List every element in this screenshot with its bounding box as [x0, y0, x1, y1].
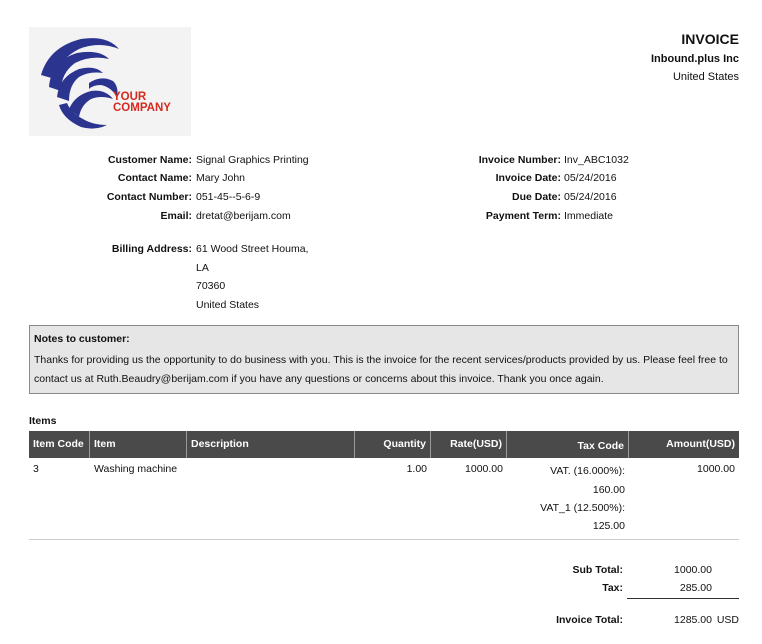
invoice-number-label: Invoice Number: — [478, 154, 561, 166]
col-header-item-code: Item Code — [29, 431, 90, 458]
col-header-rate: Rate(USD) — [431, 431, 507, 458]
item-tax2-value: 125.00 — [592, 520, 625, 532]
col-header-amount: Amount(USD) — [666, 438, 735, 450]
payment-term-value: Immediate — [564, 210, 614, 222]
item-quantity-cell: 1.00 — [406, 463, 427, 475]
contact-name-value: Mary John — [196, 172, 246, 184]
contact-number-label: Contact Number: — [106, 191, 192, 203]
item-name-cell: Washing machine — [94, 463, 178, 475]
item-tax2-label: VAT_1 (12.500%): — [540, 502, 625, 514]
payment-term-label: Payment Term: — [485, 210, 561, 222]
contact-number-value: 051-45--5-6-9 — [196, 191, 261, 203]
billing-address-label: Billing Address: — [111, 243, 192, 255]
invoice-total-label: Invoice Total: — [556, 614, 623, 626]
due-date-label: Due Date: — [511, 191, 561, 203]
row-divider — [29, 539, 739, 540]
totals-divider — [627, 598, 739, 599]
items-title: Items — [29, 415, 57, 427]
company-country: United States — [672, 71, 739, 83]
email-label: Email: — [160, 210, 192, 222]
item-tax1-value: 160.00 — [592, 484, 625, 496]
subtotal-value: 1000.00 — [674, 564, 712, 576]
billing-address-line: LA — [196, 262, 209, 274]
item-rate-cell: 1000.00 — [465, 463, 503, 475]
email-value: dretat@berijam.com — [196, 210, 291, 222]
due-date-value: 05/24/2016 — [564, 191, 617, 203]
contact-name-label: Contact Name: — [117, 172, 192, 184]
col-header-tax-code: Tax Code — [507, 431, 629, 458]
company-logo — [29, 27, 191, 136]
invoice-date-label: Invoice Date: — [495, 172, 561, 184]
subtotal-label: Sub Total: — [572, 564, 623, 576]
notes-box — [29, 325, 739, 394]
col-header-item: Item — [90, 431, 187, 458]
notes-body: Thanks for providing us the opportunity to do business with you. This is the invoice for the recent services/products provided by us. Please feel free to contact us at Ruth.Beaudry@berijam.com if you have any questions or concerns about this invoice. Thank you once again. — [34, 354, 728, 385]
billing-address-line: United States — [196, 299, 260, 311]
notes-title: Notes to customer: — [34, 333, 130, 345]
col-header-quantity: Quantity — [355, 431, 431, 458]
item-code-cell: 3 — [33, 463, 39, 475]
invoice-date-value: 05/24/2016 — [564, 172, 617, 184]
invoice-title: INVOICE — [681, 31, 739, 47]
company-name: Inbound.plus Inc — [651, 53, 739, 65]
globe-stars-icon — [29, 27, 191, 136]
invoice-total-value: 1285.00 — [674, 614, 712, 626]
items-table-header — [29, 431, 739, 458]
item-amount-cell: 1000.00 — [697, 463, 735, 475]
tax-label: Tax: — [602, 582, 623, 594]
billing-address-line: 61 Wood Street Houma, — [196, 243, 309, 255]
svg-text:COMPANY: COMPANY — [113, 102, 171, 114]
customer-name-label: Customer Name: — [107, 154, 192, 166]
invoice-number-value: Inv_ABC1032 — [564, 154, 629, 166]
item-tax1-label: VAT. (16.000%): — [550, 465, 625, 477]
customer-name-value: Signal Graphics Printing — [196, 154, 309, 166]
billing-address-line: 70360 — [196, 280, 226, 292]
tax-value: 285.00 — [679, 582, 712, 594]
svg-text:YOUR: YOUR — [113, 91, 147, 103]
col-header-description: Description — [187, 431, 355, 458]
invoice-total-currency: USD — [716, 614, 739, 626]
